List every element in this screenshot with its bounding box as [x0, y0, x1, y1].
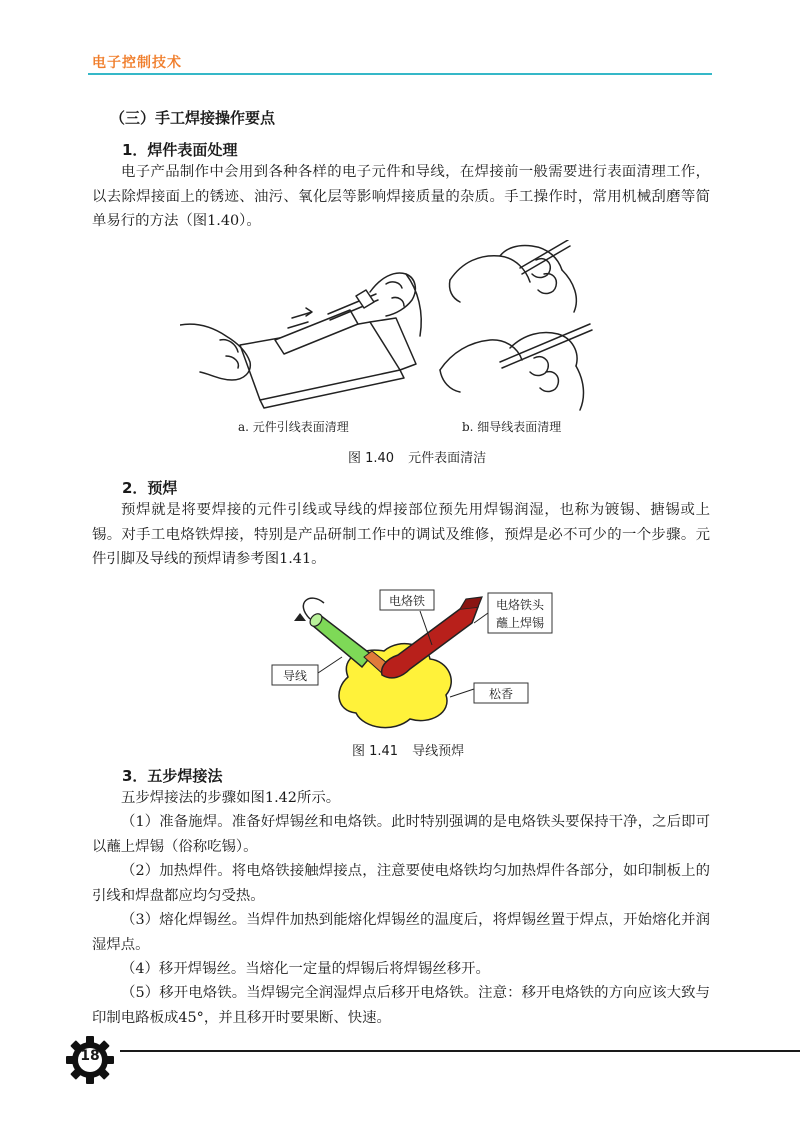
footer-rule	[120, 1050, 800, 1052]
figure-1-41-caption	[352, 740, 464, 759]
section-heading: （三）手工焊接操作要点	[110, 109, 276, 127]
paragraph-five-step-intro: 五步焊接法的步骤如图1.42所示。	[121, 790, 341, 806]
subsection-heading-3: 3．五步焊接法	[122, 767, 223, 785]
running-header-title: 电子控制技术	[92, 55, 182, 71]
label-wire: 导线	[282, 669, 308, 683]
step-3: （3）熔化焊锡丝。当焊件加热到能熔化焊锡丝的温度后，将焊锡丝置于焊点，开始熔化并润湿焊点。	[92, 912, 710, 953]
figure-1-40-subcaption-b: b. 细导线表面清理	[462, 420, 562, 434]
wire-cleaning-drawing	[440, 240, 592, 410]
subsection-heading-2: 2．预焊	[122, 479, 178, 497]
step-1: （1）准备施焊。准备好焊锡丝和电烙铁。此时特别强调的是电烙铁头要保持干净，之后即可以蘸上焊锡（俗称吃锡）。	[92, 814, 710, 855]
header-rule	[88, 73, 712, 75]
label-iron-tip-line2: 蘸上焊锡	[495, 616, 545, 630]
figure-1-41-title: 导线预焊	[412, 744, 465, 759]
figure-1-41-number: 图 1.41	[352, 744, 399, 759]
figure-1-40-illustration	[180, 240, 620, 412]
figure-1-40-subcaption-a: a. 元件引线表面清理	[238, 420, 349, 434]
label-soldering-iron: 电烙铁	[388, 594, 426, 608]
paragraph-pre-tinning: 预焊就是将要焊接的元件引线或导线的焊接部位预先用焊锡润湿，也称为镀锡、搪锡或上锡。对手工电烙铁焊接，特别是产品研制工作中的调试及维修，预焊是必不可少的一个步骤。元件引脚及导线的预焊请参考图1.41。	[92, 502, 710, 567]
figure-1-41-illustration	[260, 585, 560, 735]
wire	[312, 615, 372, 667]
figure-1-40-number: 图 1.40	[348, 451, 395, 466]
subsection-heading-1: 1．焊件表面处理	[122, 141, 238, 159]
page-number: 18	[80, 1048, 100, 1064]
figure-1-40-caption	[348, 447, 486, 466]
label-iron-tip-line1: 电烙铁头	[495, 598, 545, 612]
label-rosin: 松香	[488, 687, 514, 701]
figure-1-40-title: 元件表面清洁	[408, 451, 487, 466]
paragraph-surface-treatment: 电子产品制作中会用到各种各样的电子元件和导线，在焊接前一般需要进行表面清理工作，以去除焊接面上的锈迹、油污、氧化层等影响焊接质量的杂质。手工操作时，常用机械刮磨等简单易行的方法（图1.40）。	[92, 164, 710, 229]
lead-cleaning-drawing	[180, 273, 421, 408]
step-2: （2）加热焊件。将电烙铁接触焊接点，注意要使电烙铁均匀加热焊件各部分，如印制板上的引线和焊盘都应均匀受热。	[92, 863, 710, 904]
step-5: （5）移开电烙铁。当焊锡完全润湿焊点后移开电烙铁。注意：移开电烙铁的方向应该大致与印制电路板成45°，并且移开时要果断、快速。	[92, 985, 710, 1026]
step-4: （4）移开焊锡丝。当熔化一定量的焊锡后将焊锡丝移开。	[121, 961, 490, 977]
